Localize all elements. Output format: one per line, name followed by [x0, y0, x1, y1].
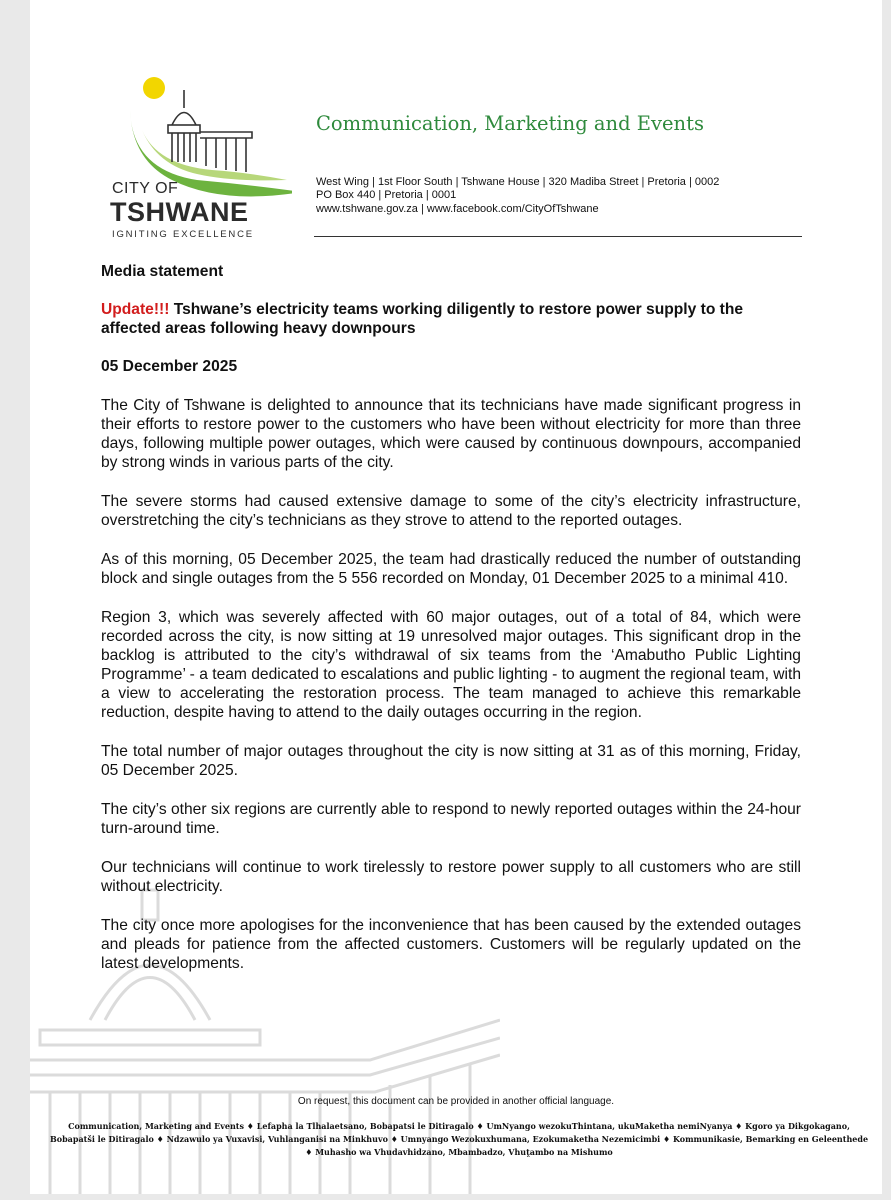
paragraph: The city’s other six regions are currently able to respond to newly reported outages within the 24-hour turn-around time. [101, 801, 801, 837]
paragraph: The City of Tshwane is delighted to announce that its technicians have made significant progress in their efforts to restore power to the customers who have been without electricity for more than three days, following multiple power outages, which were caused by continuous downpours, accompanied by strong winds in various parts of the city. [101, 397, 801, 471]
address-line-1: West Wing | 1st Floor South | Tshwane House | 320 Madiba Street | Pretoria | 0002 [316, 176, 720, 188]
paragraph: The severe storms had caused extensive damage to some of the city’s electricity infrastructure, overstretching the city’s technicians as they strove to attend to the reported outages. [101, 493, 801, 529]
document-page [30, 0, 882, 1194]
address-line-3: www.tshwane.gov.za | www.facebook.com/CityOfTshwane [316, 203, 599, 215]
department-title: Communication, Marketing and Events [316, 112, 704, 135]
paragraph: The city once more apologises for the inconvenience that has been caused by the extended outages and pleads for patience from the affected customers. Customers will be regularly updated on the latest developments. [101, 917, 801, 972]
paragraph: The total number of major outages throughout the city is now sitting at 31 as of this morning, Friday, 05 December 2025. [101, 743, 801, 779]
logo-tagline: IGNITING EXCELLENCE [112, 229, 254, 240]
logo-city-of: CITY OF [112, 180, 179, 197]
statement-headline [101, 300, 801, 338]
statement-body [101, 262, 801, 973]
paragraph: Our technicians will continue to work tirelessly to restore power supply to all customers who are still without electricity. [101, 859, 801, 895]
statement-type: Media statement [101, 263, 224, 280]
paragraph: As of this morning, 05 December 2025, the team had drastically reduced the number of outstanding block and single outages from the 5 556 recorded on Monday, 01 December 2025 to a minimal 410. [101, 551, 801, 587]
header-divider [314, 236, 802, 237]
logo-tshwane: TSHWANE [110, 197, 249, 227]
paragraph: Region 3, which was severely affected with 60 major outages, out of a total of 84, which were recorded across the city, is now sitting at 19 unresolved major outages. This significant drop in the backlog is attributed to the city’s withdrawal of six teams from the ‘Amabutho Public Lighting Programme’ - a team dedicated to escalations and public lighting - to augment the regional team, with a view to accelerating the restoration process. The team managed to achieve this remarkable reduction, despite having to attend to the daily outages occurring in the region. [101, 609, 801, 721]
headline-text: Tshwane’s electricity teams working diligently to restore power supply to the affected areas following heavy downpours [101, 301, 744, 337]
statement-date: 05 December 2025 [101, 358, 238, 375]
update-label: Update!!! [101, 301, 170, 318]
footer-department-languages: Communication, Marketing and Events ♦ Lefapha la Tlhalaetsano, Bobapatsi le Ditiragalo ♦ UmNyango wezokuThintana, ukuMaketha nemiNyanya ♦ Kgoro ya Dikgokagano, Bobapatši le Ditiragalo ♦ Ndzawulo ya Vuxavisi, Vuhlanganisi na Minkhuvo ♦ Umnyango Wezokuxhumana, Ezokumaketha Nezemicimbi ♦ Kommunikasie, Bemarking en Geleenthede ♦ Muhasho wa Vhudavhidzano, Mbambadzo, Vhuṱambo na Mishumo [49, 1121, 869, 1157]
address-line-2: PO Box 440 | Pretoria | 0001 [316, 189, 457, 201]
footer-language-request: On request, this document can be provided in another official language. [297, 1096, 615, 1107]
